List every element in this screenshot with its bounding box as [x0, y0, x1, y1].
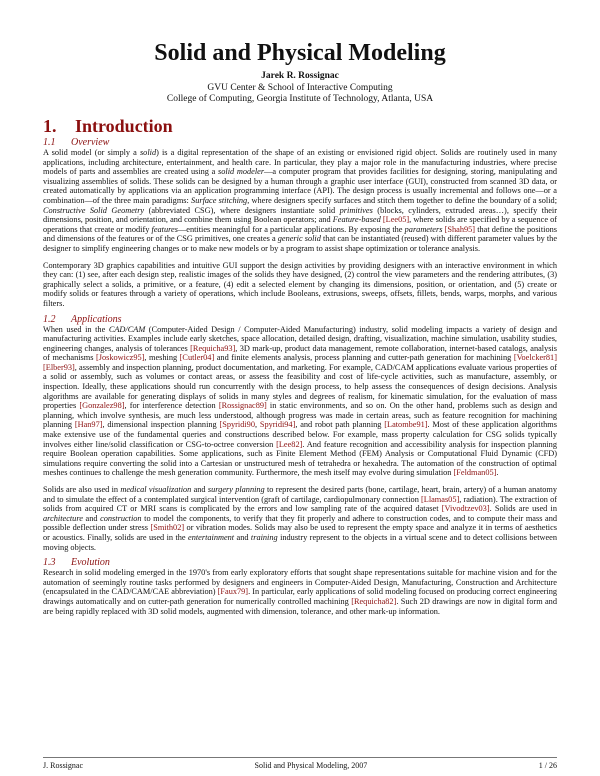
section-heading	[43, 116, 173, 137]
subsection-number: 1.2	[43, 313, 56, 325]
paragraph-applications-2: Solids are also used in medical visualization and surgery planning to represent the desired parts (bone, cartilage, heart, brain, artery) of a human anatomy and to simulate the effect of a contemplated surgical intervention (graft of cartilage, cardiopulmonary connection [Llamas05], radiation). The extraction of solids from acquired CT or MRI scans is complicated by the errors and low sampling rate of the acquired dataset [Vivodtzev03]. Solids are used in architecture and construction to model the components, to verify that they fit properly and adhere to construction codes, and to compute their mass and possible deflection under stress [Smith02] or vibration modes. Solids may also be used to represent the empty space and analyze it in terms of aesthetics or acoustics. Finally, solids are used in the entertainment and training industry represent to the objects in a virtual scene and to detect collisions between moving objects.	[43, 485, 558, 552]
citation-link[interactable]: [Latombe91]	[384, 420, 428, 430]
subsection-heading-evolution	[43, 557, 557, 568]
section-number: 1.	[43, 116, 57, 136]
citation-link[interactable]: [Lee05]	[382, 215, 410, 225]
subsection-title: Evolution	[71, 557, 110, 569]
citation-link[interactable]: [Faux79]	[217, 587, 249, 597]
citation-link[interactable]: [Smith02]	[150, 523, 185, 533]
subsection-title: Applications	[71, 313, 122, 325]
citation-link[interactable]: [Rossignac89]	[218, 401, 267, 411]
footer-author: J. Rossignac	[43, 761, 83, 770]
affiliation-line-2: College of Computing, Georgia Institute of Technology, Atlanta, USA	[166, 94, 434, 104]
page-number: 1 / 26	[538, 761, 557, 770]
citation-link[interactable]: [Requicha93]	[190, 343, 236, 353]
citation-link[interactable]: [Lee82]	[276, 439, 303, 449]
subsection-title: Overview	[71, 137, 110, 148]
author-block	[0, 71, 600, 106]
subsection-number: 1.1	[43, 137, 56, 148]
body-text	[43, 137, 557, 616]
subsection-heading-applications	[43, 314, 557, 325]
citation-link[interactable]: [Han97]	[74, 420, 103, 430]
citation-link[interactable]: [Requicha82]	[351, 596, 397, 606]
citation-link[interactable]: [Feldman05]	[453, 468, 497, 478]
subsection-heading-overview	[43, 137, 557, 148]
paragraph-overview-1: A solid model (or simply a solid) is a digital representation of the shape of an existing or envisioned rigid object. Solids are routinely used in many applications, including architecture, entertainment, and health care. In particular, they play a major role in the manufacturing industries, where precise models of parts and assemblies are created using a solid modeler—a computer program that provides facilities for designing, storing, manipulating and visualizing assemblies of solids. These solids can be designed by a human through a graphic user interface (GUI), constructed from scanned 3D data, or created automatically by applications via an application programming interface (API). The design process is usually incremental and follows one—or a combination—of the three main paradigms: Surface stitching, where designers specify surfaces and stitch them together to define the boundary of a solid; Constructive Solid Geometry (abbreviated CSG), where designers instantiate solid primitives (blocks, cylinders, extruded areas…), specify their dimensions, position, and orientation, and combine them using Boolean operators; and Feature-based [Lee05], where solids are specified by a sequence of operations that create or modify features—entities meaningful for a particular applications. By exposing the parameters [Shah95] that define the positions and dimensions of the features or of the CSG primitives, one creates a generic solid that can be instantiated (reused) with different parameter values by the designer to simplify engineering changes or to make new models or by a program to assist shape optimization or tolerance analysis.	[43, 148, 558, 253]
section-title: Introduction	[75, 116, 173, 136]
page-footer	[43, 757, 557, 770]
paper-title: Solid and Physical Modeling	[154, 40, 446, 66]
citation-link[interactable]: [Gonzalez98]	[79, 401, 125, 411]
subsection-number: 1.3	[43, 557, 56, 569]
citation-link[interactable]: [Cutler04]	[179, 353, 215, 363]
citation-link[interactable]: [Elber93]	[43, 362, 75, 372]
affiliation-line-1: GVU Center & School of Interactive Computing	[207, 82, 393, 93]
citation-link[interactable]: Spyridi94]	[259, 420, 296, 430]
paragraph-evolution-1: Research in solid modeling emerged in the 1970's from early exploratory efforts that sought shape representations suitable for machine vision and for the automation of seemingly routine tasks performed by designers and engineers in Computer-Aided Design, Manufacturing, Construction and Architecture (encapsulated in the CAD/CAM/CAE abbreviation) [Faux79]. In particular, early applications of solid modeling focused on producing correct engineering drawings automatically and on cutter-path generation for numerically controlled machining [Requicha82]. Such 2D drawings are now in digital form and are being rapidly replaced with 3D solid models, augmented with dimension, tolerance, and other mark-up information.	[43, 568, 557, 616]
footer-title: Solid and Physical Modeling, 2007	[254, 761, 368, 770]
citation-link[interactable]: [Llamas05]	[420, 494, 460, 504]
citation-link[interactable]: [Vivodtzev03]	[441, 504, 490, 514]
citation-link[interactable]: [Shah95]	[444, 224, 476, 234]
paragraph-applications-1: When used in the CAD/CAM (Computer-Aided Design / Computer-Aided Manufacturing) industry, solid modeling impacts a variety of design and manufacturing activities. Examples include early sketches, space allocation, detailed design, drafting, visualization, machine simulation, usability studies, engineering changes, analysis of tolerances [Requicha93], 3D mark-up, product data management, remote collaboration, internet-based catalogs, analysis of mechanisms [Joskowicz95], meshing [Cutler04] and finite elements analysis, process planning and cutter-path generation for machining [Voelcker81] [Elber93], assembly and inspection planning, product documentation, and marketing. For example, CAD/CAM applications evaluate various properties of a solid or assembly, such as volumes or contact areas, or assess the feasibility and cost of life-cycle activities, such as manufacture, assembly, or inspection. Ideally, these applications should run concurrently with the design process, to help assess the consequences of design decisions. Analysis algorithms are available for generating displays of solids in many styles and degrees of realism, for kinematic simulation, for the evaluation of mass properties [Gonzalez98], for interference detection [Rossignac89] in static environments, and so on. On the other hand, problems such as design and planning, which involve synthesis, are much less understood, although progress was made in certain areas, such as feature recognition for machining planning [Han97], dimensional inspection planning [Spyridi90, Spyridi94], and robot path planning [Latombe91]. Most of these application algorithms make extensive use of the fundamental queries and constructions described below. For example, mass property calculation for CSG solids typically involves either line/solid classification or CSG-to-octree conversion [Lee82]. And feature recognition and accessibility analysis for inspection planning require Boolean operation capabilities. Some applications, such as Finite Element Method (FEM) Analysis or Computational Fluid Dynamic (CFD) simulations require converting the solid into a Cartesian or unstructured mesh of tetrahedra or hexahedra. The automation of the construction of optimal meshes continues to challenge the mesh generation community. Furthermore, the mesh itself may evolve during simulation [Feldman05].	[43, 324, 558, 478]
citation-link[interactable]: [Voelcker81]	[513, 353, 557, 363]
author-name: Jarek R. Rossignac	[261, 71, 339, 81]
citation-link[interactable]: [Joskowicz95]	[96, 353, 145, 363]
citation-link[interactable]: [Spyridi90	[219, 420, 255, 430]
paragraph-overview-2: Contemporary 3D graphics capabilities and intuitive GUI support the design activities by providing designers with an interactive environment in which they can: (1) see, after each design step, realistic images of the solids they have designed, (2) control the view parameters and the rendering attributes, (3) graphically select a solids, a primitive, or a feature, (4) edit a selected element by changing its dimensions, position, or orientation, and (5) create or modify solids or features through a variety of operations, which include Booleans, extrusions, sweeps, offsets, fillets, bends, warps, morphs, and various filters.	[43, 260, 557, 308]
